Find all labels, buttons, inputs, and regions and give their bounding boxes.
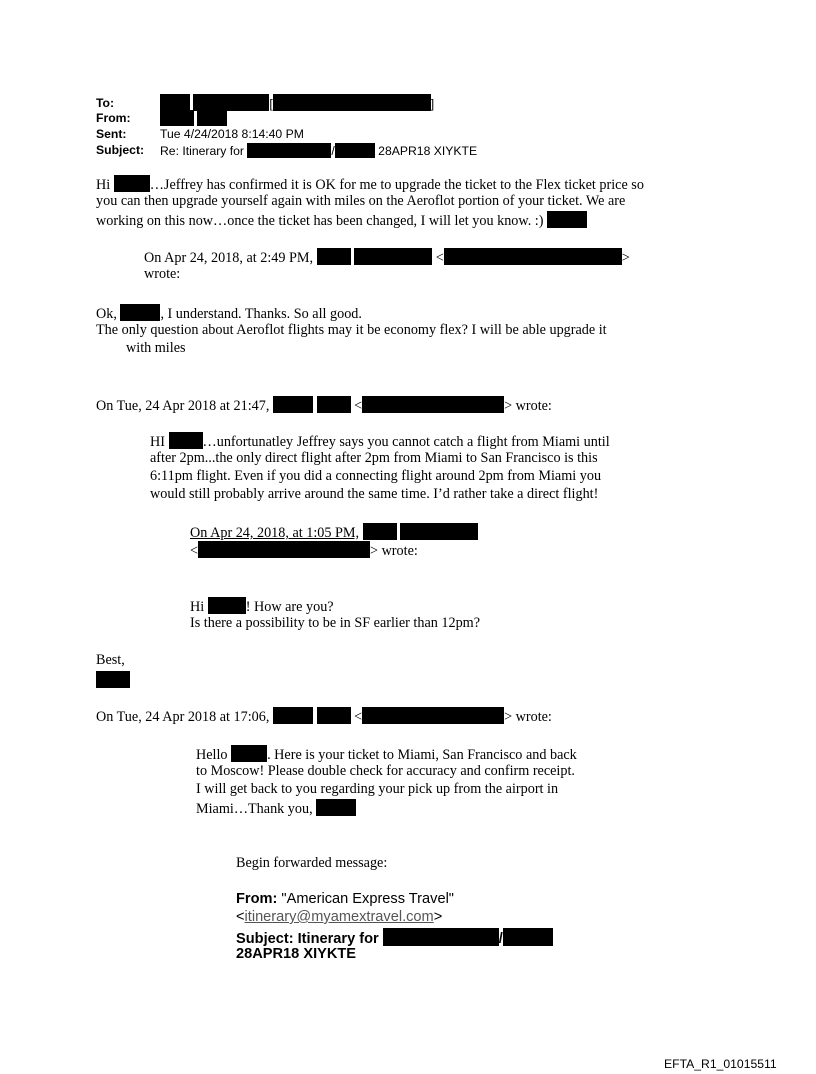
msg3-line3: 6:11pm flight. Even if you did a connecting flight around 2pm from Miami you [150,468,602,484]
redaction [193,94,269,111]
to-label: To: [96,96,115,110]
redaction [273,396,313,413]
from-value [160,110,227,126]
msg4-line2: Is there a possibility to be in SF earlier than 12pm? [190,615,480,631]
redaction [96,671,130,688]
redaction [247,143,331,158]
redaction [362,707,504,724]
quote2-line: On Tue, 24 Apr 2018 at 21:47, < > wrote: [96,398,552,414]
msg1-line3: working on this now…once the ticket has been changed, I will let you know. :) [96,211,587,231]
forward-subject-code: 28APR18 XIYKTE [236,946,357,962]
redaction [383,928,499,946]
msg5-line1: Hello . Here is your ticket to Miami, San Francisco and back [196,747,577,763]
subject-value [160,143,477,158]
to-bracket-open: [ [269,97,273,111]
msg5-line4: Miami…Thank you, [196,799,356,819]
forward-begin: Begin forwarded message: [236,855,388,871]
quote4-line: On Tue, 24 Apr 2018 at 17:06, < > wrote: [96,709,552,725]
subject-prefix: Re: Itinerary for [160,144,244,158]
redaction [317,396,351,413]
quote3-line1: On Apr 24, 2018, at 1:05 PM, [190,523,478,543]
redaction [273,94,431,111]
redaction [120,304,160,321]
quote3-line2: < > wrote: [190,543,418,559]
msg1-line1: Hi …Jeffrey has confirmed it is OK for me to upgrade the ticket to the Flex ticket price so [96,177,644,193]
redaction [316,799,356,816]
redaction [400,523,478,540]
best-label: Best, [96,652,125,668]
redaction [208,597,246,614]
msg3-line2: after 2pm...the only direct flight after 2pm from Miami to San Francisco is this [150,450,598,466]
redaction [547,211,587,228]
msg5-line3: I will get back to you regarding your pick up from the airport in [196,781,559,797]
msg3-line1: HI …unfortunatley Jeffrey says you cannot catch a flight from Miami until [150,434,610,450]
redaction [197,110,227,126]
forward-subject: Subject: Itinerary for / [236,928,553,948]
document-id: EFTA_R1_01015511 [664,1057,777,1071]
quote1-line1: On Apr 24, 2018, at 2:49 PM, < > [144,250,630,266]
msg5-line2: to Moscow! Please double check for accuracy and confirm receipt. [196,763,575,779]
msg2-line1: Ok, , I understand. Thanks. So all good. [96,306,362,322]
redaction [317,248,351,265]
redaction [363,523,397,540]
redaction [362,396,504,413]
redaction [160,110,194,126]
redaction [231,745,267,762]
subject-sep: / [331,144,335,158]
redaction [169,432,203,449]
sent-value: Tue 4/24/2018 8:14:40 PM [160,127,304,141]
sent-label: Sent: [96,127,127,141]
to-value [160,94,434,111]
msg1-line2: you can then upgrade yourself again with miles on the Aeroflot portion of your ticket. We are [96,193,626,209]
msg2-line3: with miles [126,340,186,356]
signature-redaction [96,671,130,691]
redaction [444,248,622,265]
redaction [160,94,190,111]
subject-suffix: 28APR18 XIYKTE [378,144,478,158]
to-bracket-close: ] [430,97,435,111]
msg3-line4: would still probably arrive around the same time. I’d rather take a direct flight! [150,486,599,502]
forward-email-line: <itinerary@myamextravel.com> [236,909,443,925]
redaction [198,541,370,558]
subject-label: Subject: [96,143,145,157]
from-label: From: [96,111,131,125]
forward-from: From: "American Express Travel" [236,891,454,907]
redaction [114,175,150,192]
redaction [317,707,351,724]
redaction [354,248,432,265]
msg4-line1: Hi ! How are you? [190,599,334,615]
forward-email-link[interactable]: itinerary@myamextravel.com [244,909,434,925]
redaction [273,707,313,724]
redaction [335,143,375,158]
msg2-line2: The only question about Aeroflot flights may it be economy flex? I will be able upgrade it [96,322,607,338]
quote1-line2: wrote: [144,266,181,282]
redaction [503,928,553,946]
